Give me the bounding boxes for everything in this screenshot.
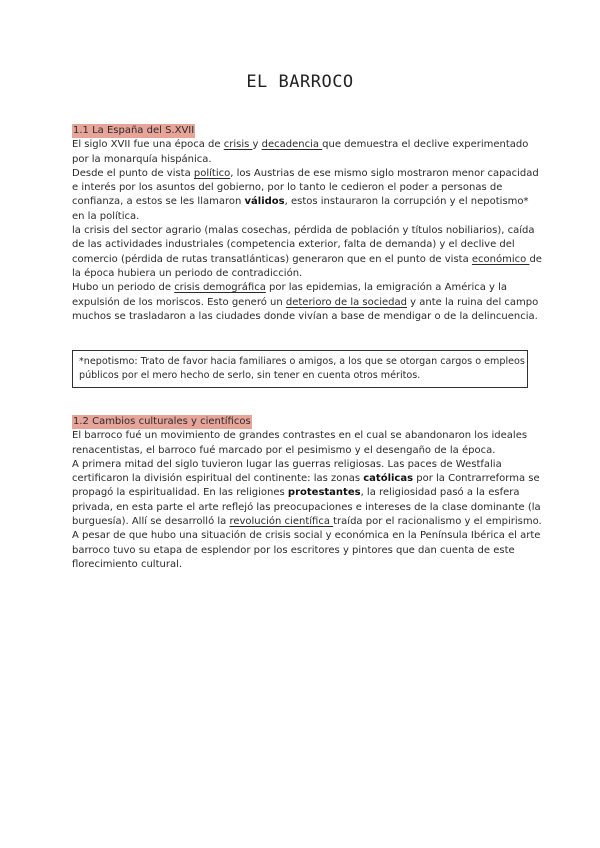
nepotismo-note-box: *nepotismo: Trato de favor hacia familiares o amigos, a los que se otorgan cargos o empleos públicos por el mero hecho de serlo, sin tener en cuenta otros méritos.	[72, 350, 528, 388]
term-decadencia: decadencia	[261, 139, 323, 151]
section-heading-2: 1.2 Cambios culturales y científicos	[72, 415, 252, 429]
term-catolicas: católicas	[363, 473, 414, 485]
paragraph-politico: Desde el punto de vista político, los Austrias de ese mismo siglo mostraron menor capacidad e interés por los asuntos del gobierno, por lo tanto le cedieron el poder a personas de confianza, a estos se les llamaron válidos, estos instauraron la corrupción y el nepotismo* en la política.	[72, 167, 539, 222]
paragraph-crisis: El siglo XVII fue una época de crisis y decadencia que demuestra el declive experimentado por la monarquía hispánica.	[72, 139, 529, 165]
term-crisis: crisis	[223, 139, 253, 151]
term-validos: válidos	[244, 196, 285, 208]
section-heading-1: 1.1 La España del S.XVII	[72, 124, 195, 138]
term-politico: político	[193, 167, 231, 179]
paragraph-esplendor: A pesar de que hubo una situación de crisis social y económica en la Península Ibérica el arte barroco tuvo su etapa de esplendor por los escritores y pintores que dan cuenta de este florecimiento cultural.	[72, 530, 541, 570]
term-crisis-demografica: crisis demográfica	[174, 282, 266, 294]
term-revolucion-cientifica: revolución científica	[229, 516, 334, 528]
paragraph-economico: la crisis del sector agrario (malas cosechas, pérdida de población y títulos nobiliarios), caída de las actividades industriales (competencia exterior, falta de demanda) y el declive del comercio (pérdida de rutas transatlánticas) generaron que en el punto de vista económico de la época hubiera un periodo de contradicción.	[72, 225, 542, 279]
page-title: EL BARROCO	[246, 72, 354, 92]
paragraph-contrastes: El barroco fué un movimiento de grandes contrastes en el cual se abandonaron los ideales renacentistas, el barroco fué marcado por el pesimismo y el desengaño de la época.	[72, 430, 528, 456]
paragraph-demografica: Hubo un periodo de crisis demográfica por las epidemias, la emigración a América y la expulsión de los moriscos. Esto generó un deterioro de la sociedad y ante la ruina del campo muchos se trasladaron a las ciudades donde vivían a base de mendigar o de la delincuencia.	[72, 282, 539, 322]
section-cambios-culturales	[72, 415, 542, 572]
paragraph-guerras-religiosas: A primera mitad del siglo tuvieron lugar las guerras religiosas. Las paces de Westfalia certificaron la división espiritual del continente: las zonas católicas por la Contrarreforma se propagó la espiritualidad. En las religiones protestantes, la religiosidad pasó a la esfera privada, en esta parte el arte reflejó las preocupaciones e intereses de la clase dominante (la burguesía). Allí se desarrolló la revolución científica traída por el racionalismo y el empirismo.	[72, 458, 542, 528]
term-economico: económico	[471, 253, 530, 265]
term-protestantes: protestantes	[287, 487, 361, 499]
section-spain-xvii	[72, 124, 542, 324]
term-deterioro-sociedad: deterioro de la sociedad	[285, 296, 407, 308]
